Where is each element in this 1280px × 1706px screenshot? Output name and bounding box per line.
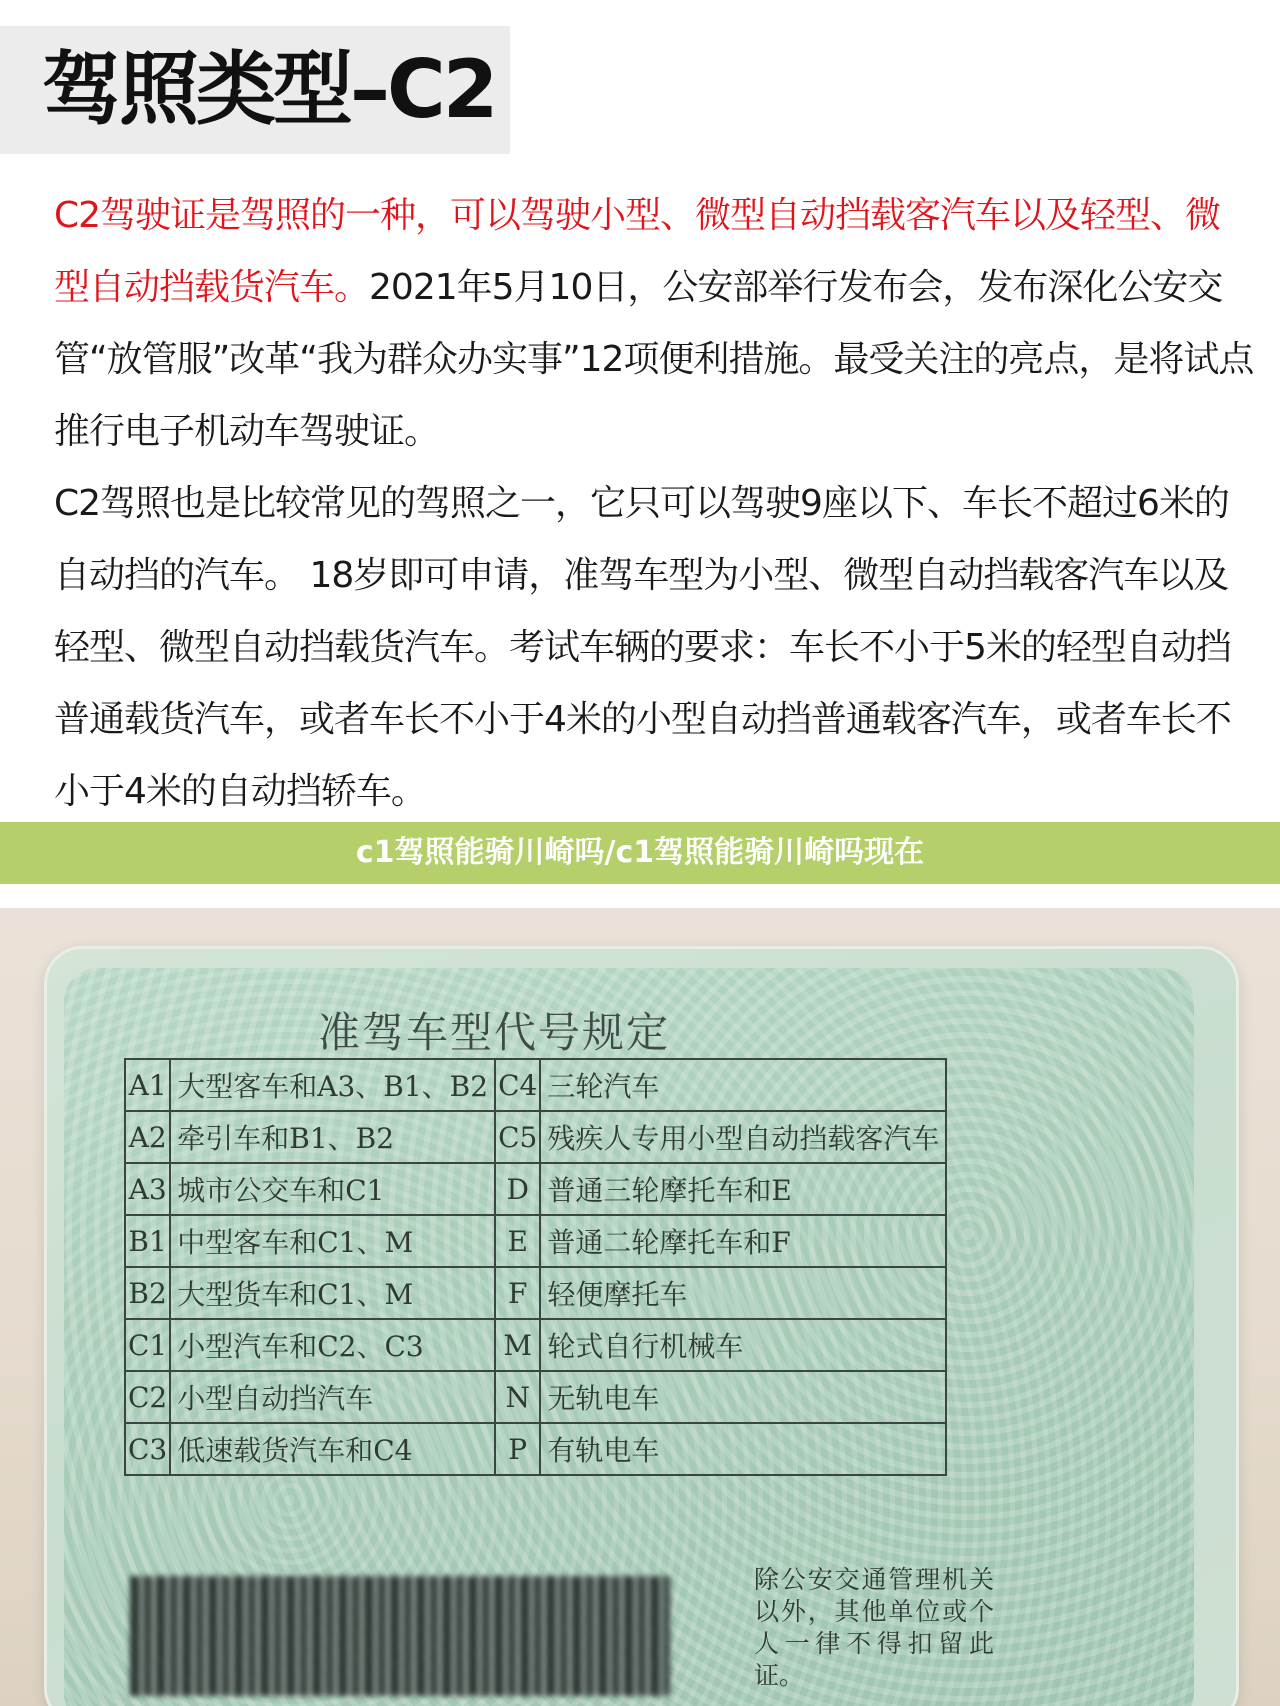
card-note: 除公安交通管理机关以外，其他单位或个人一律不得扣留此证。 — [754, 1565, 994, 1690]
row-code: B2 — [125, 1267, 170, 1319]
card-title: 准驾车型代号规定 — [317, 1008, 670, 1057]
license-card — [64, 968, 1194, 1706]
row-code: P — [495, 1423, 540, 1475]
table-row — [125, 1059, 946, 1111]
row-description: 有轨电车 — [540, 1423, 946, 1475]
row-code: C1 — [125, 1319, 170, 1371]
row-description: 轻便摩托车 — [540, 1267, 946, 1319]
table-row — [125, 1423, 946, 1475]
row-code: E — [495, 1215, 540, 1267]
row-code: A2 — [125, 1111, 170, 1163]
row-code: C5 — [495, 1111, 540, 1163]
row-description: 普通二轮摩托车和F — [540, 1215, 946, 1267]
article-body — [54, 180, 1254, 828]
row-code: M — [495, 1319, 540, 1371]
table-row — [125, 1267, 946, 1319]
table-row — [125, 1163, 946, 1215]
page-title: 驾照类型–C2 — [42, 43, 496, 136]
row-code: A3 — [125, 1163, 170, 1215]
title-box — [0, 26, 510, 154]
article-paragraph-1 — [54, 180, 1254, 468]
row-description: 大型货车和C1、M — [170, 1267, 495, 1319]
row-description: 城市公交车和C1 — [170, 1163, 495, 1215]
article-highlight: C2驾驶证是驾照的一种，可以驾驶小型、微型自动挡载客汽车以及轻型、微型自动挡载货汽车。 — [54, 195, 1221, 308]
row-description: 小型汽车和C2、C3 — [170, 1319, 495, 1371]
row-code: B1 — [125, 1215, 170, 1267]
table-row — [125, 1371, 946, 1423]
banner-title: c1驾照能骑川崎吗/c1驾照能骑川崎吗现在 — [355, 835, 925, 870]
row-code: C2 — [125, 1371, 170, 1423]
row-description: 三轮汽车 — [540, 1059, 946, 1111]
row-description: 小型自动挡汽车 — [170, 1371, 495, 1423]
row-description: 牵引车和B1、B2 — [170, 1111, 495, 1163]
row-code: F — [495, 1267, 540, 1319]
license-photo — [0, 908, 1280, 1706]
row-code: C3 — [125, 1423, 170, 1475]
vehicle-class-table — [124, 1058, 947, 1476]
article-paragraph-1-rest: 2021年5月10日，公安部举行发布会，发布深化公安交管“放管服”改革“我为群众办实事”12项便利措施。最受关注的亮点，是将试点推行电子机动车驾驶证。 — [54, 267, 1254, 452]
row-description: 大型客车和A3、B1、B2 — [170, 1059, 495, 1111]
row-code: A1 — [125, 1059, 170, 1111]
row-code: C4 — [495, 1059, 540, 1111]
blurred-barcode — [130, 1576, 670, 1696]
row-description: 中型客车和C1、M — [170, 1215, 495, 1267]
row-description: 轮式自行机械车 — [540, 1319, 946, 1371]
banner-bar — [0, 822, 1280, 884]
row-description: 普通三轮摩托车和E — [540, 1163, 946, 1215]
row-code: D — [495, 1163, 540, 1215]
row-code: N — [495, 1371, 540, 1423]
table-row — [125, 1319, 946, 1371]
table-row — [125, 1215, 946, 1267]
article-paragraph-2: C2驾照也是比较常见的驾照之一，它只可以驾驶9座以下、车长不超过6米的自动挡的汽车。 18岁即可申请，准驾车型为小型、微型自动挡载客汽车以及轻型、微型自动挡载货汽车。考试车辆的要求：车长不小于5米的轻型自动挡普通载货汽车，或者车长不小于4米的小型自动挡普通载客汽车，或者车长不小于4米的自动挡轿车。 — [54, 483, 1231, 812]
row-description: 残疾人专用小型自动挡载客汽车 — [540, 1111, 946, 1163]
row-description: 无轨电车 — [540, 1371, 946, 1423]
row-description: 低速载货汽车和C4 — [170, 1423, 495, 1475]
table-row — [125, 1111, 946, 1163]
